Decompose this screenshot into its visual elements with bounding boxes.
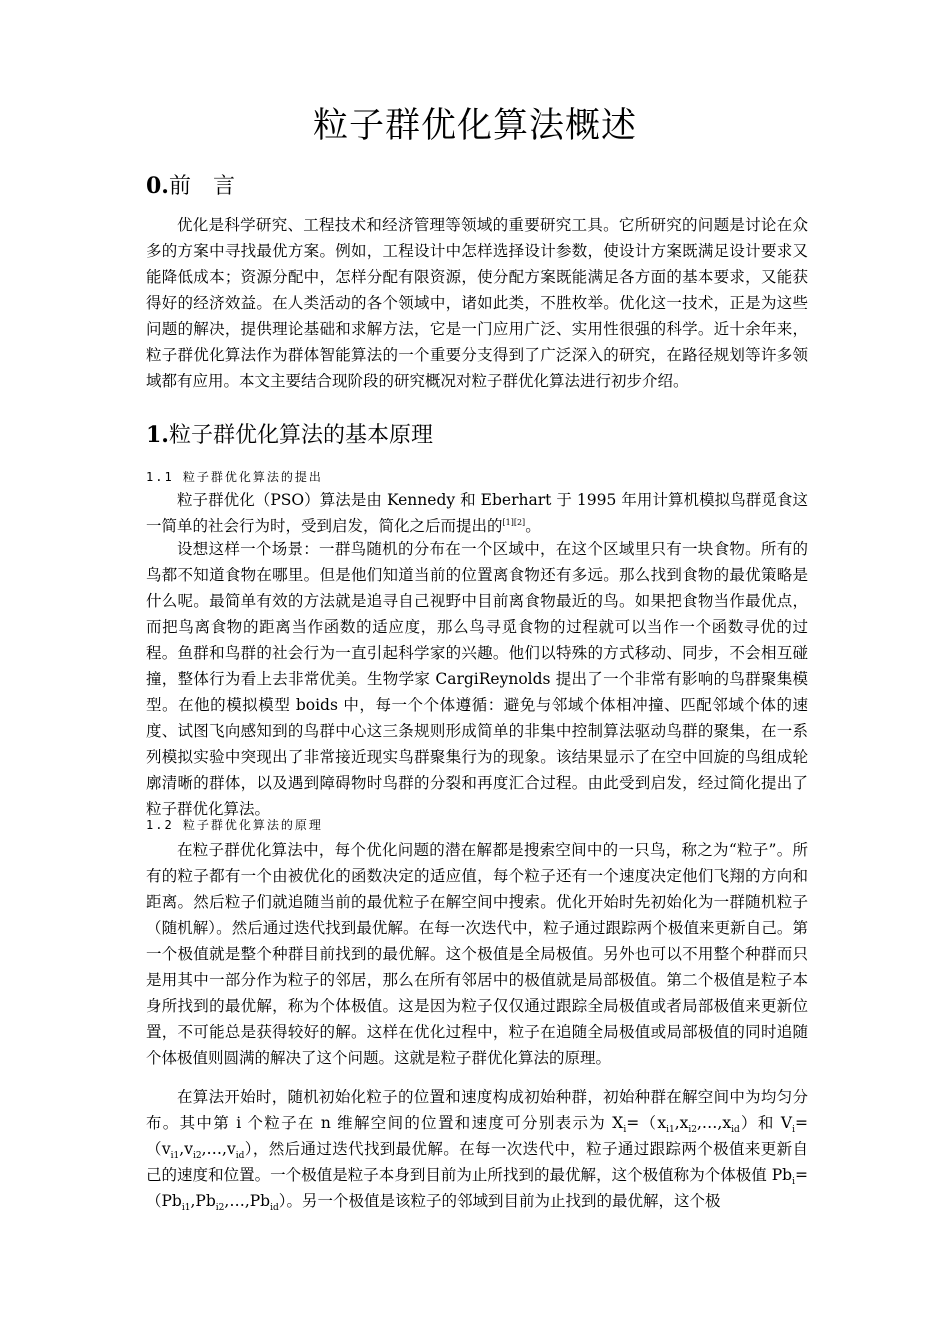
variable: Pb [195, 1192, 216, 1210]
separator: , [222, 1140, 227, 1158]
separator: , [224, 1192, 230, 1210]
section-title: 粒子群优化算法的基本原理 [168, 423, 433, 448]
variable: v [184, 1140, 193, 1158]
section-number: 0. [146, 173, 169, 199]
paragraph-scenario: 设想这样一个场景：一群鸟随机的分布在一个区域中，在这个区域里只有一块食物。所有的鸟都不知道食物在哪里。但是他们知道当前的位置离食物还有多远。那么找到食物的最优策略是什么呢。最简单有效的方法就是追寻自己视野中目前离食物最近的鸟。如果把食物当作最优点，而把鸟离食物的距离当作函数的适应度，那么鸟寻觅食物的过程就可以当作一个函数寻优的过程。鱼群和鸟群的社会行为一直引起科学家的兴趣。他们以特殊的方式移动、同步，不会相互碰撞，整体行为看上去非常优美。生物学家 CargiReynolds 提出了一个非常有影响的鸟群聚集模型。在他的模拟模型 boids 中，每一个个体遵循：避免与邻域个体相冲撞、匹配邻域个体的速度、试图飞向感知到的鸟群中心这三条规则形成简单的非集中控制算法驱动鸟群的聚集，在一系列模拟实验中突现出了非常接近现实鸟群聚集行为的现象。该结果显示了在空中回旋的鸟组成轮廓清晰的群体，以及遇到障碍物时鸟群的分裂和再度汇合过程。由此受到启发，经过简化提出了粒子群优化算法。 [146, 540, 808, 818]
subscript: i2 [215, 1203, 225, 1214]
subscript: i1 [181, 1203, 191, 1214]
variable: v [226, 1140, 236, 1158]
section-number: 1. [146, 422, 169, 448]
ellipsis: … [701, 1114, 718, 1132]
paragraph-principle: 在粒子群优化算法中，每个优化问题的潜在解都是搜索空间中的一只鸟，称之为“粒子”。所有的粒子都有一个由被优化的函数决定的适应值，每个粒子还有一个速度决定他们飞翔的方向和距离。然后粒子们就追随当前的最优粒子在解空间中搜索。优化开始时先初始化为一群随机粒子（随机解）。然后通过迭代找到最优解。在每一次迭代中，粒子通过跟踪两个极值来更新自己。第一个极值就是整个种群目前找到的最优解。这个极值是全局极值。另外也可以不用整个种群而只是用其中一部分作为粒子的邻居，那么在所有邻居中的极值就是局部极值。第二个极值是粒子本身所找到的最优解，称为个体极值。这是因为粒子仅仅通过跟踪全局极值或者局部极值来更新位置，不可能总是获得较好的解。这样在优化过程中，粒子在追随全局极值或局部极值的同时追随个体极值则圆满的解决了这个问题。这就是粒子群优化算法的原理。 [146, 841, 808, 1067]
subscript: i2 [192, 1151, 202, 1162]
subscript: i [792, 1177, 795, 1188]
paragraph-origin [146, 487, 808, 539]
subscript: i [623, 1125, 627, 1136]
ellipsis: … [206, 1140, 222, 1158]
separator: , [717, 1114, 723, 1132]
section-heading-preface [146, 171, 235, 202]
separator: , [696, 1114, 702, 1132]
algo-text: =（v [146, 1114, 808, 1158]
separator: , [674, 1114, 680, 1132]
subscript: i [792, 1125, 795, 1136]
page-title: 粒子群优化算法概述 [312, 106, 637, 146]
algo-text: ），然后通过迭代找到最优解。在每一次迭代中，粒子通过跟踪两个极值来更新自己的速度和位置。一个极值是粒子本身到目前为止所找到的最优解，这个极值称为个体极值 Pb [146, 1140, 808, 1184]
ellipsis: … [229, 1192, 245, 1210]
separator: , [201, 1140, 207, 1158]
variable: Pb [249, 1192, 271, 1210]
origin-text: 粒子群优化（PSO）算法是由 Kennedy 和 Eberhart 于 1995 年用计算机模拟鸟群觅食这一简单的社会行为时，受到启发，简化之后而提出的 [146, 491, 808, 535]
origin-end: 。 [525, 517, 541, 535]
subscript: id [270, 1203, 279, 1214]
subscript: i2 [688, 1125, 697, 1136]
variable: x [679, 1114, 689, 1132]
variable: x [722, 1114, 732, 1132]
algo-text: 在算法开始时，随机初始化粒子的位置和速度构成初始种群，初始种群在解空间中为均匀分布。其中第 i 个粒子在 n 维解空间的位置和速度可分别表示为 X [146, 1088, 808, 1132]
algo-text: =（x [626, 1114, 667, 1132]
algo-text: =（Pb [146, 1166, 808, 1210]
subsection-heading-origin: 1.1 粒子群优化算法的提出 [146, 470, 323, 484]
paragraph-intro: 优化是科学研究、工程技术和经济管理等领域的重要研究工具。它所研究的问题是讨论在众多的方案中寻找最优方案。例如，工程设计中怎样选择设计参数，使设计方案既满足设计要求又能降低成本；资源分配中，怎样分配有限资源，使分配方案既能满足各方面的基本要求，又能获得好的经济效益。在人类活动的各个领域中，诸如此类，不胜枚举。优化这一技术，正是为这些问题的解决，提供理论基础和求解方法，它是一门应用广泛、实用性很强的科学。近十余年来，粒子群优化算法作为群体智能算法的一个重要分支得到了广泛深入的研究，在路径规划等许多领域都有应用。本文主要结合现阶段的研究概况对粒子群优化算法进行初步介绍。 [146, 216, 808, 390]
section-title: 前 言 [168, 174, 235, 199]
subscript: id [235, 1151, 245, 1162]
subscript: i1 [170, 1151, 180, 1162]
paragraph-algorithm [146, 1084, 808, 1214]
citation-ref: [1][2] [502, 517, 526, 527]
section-heading-principle [146, 420, 433, 451]
subscript: i1 [666, 1125, 675, 1136]
algo-text: ）和 V [739, 1114, 793, 1132]
separator: , [244, 1192, 250, 1210]
separator: , [179, 1140, 185, 1158]
subscript: id [731, 1125, 740, 1136]
algo-text: ）。另一个极值是该粒子的邻域到目前为止找到的最优解，这个极 [278, 1192, 721, 1210]
subsection-heading-principle: 1.2 粒子群优化算法的原理 [146, 818, 323, 832]
separator: , [190, 1192, 196, 1210]
